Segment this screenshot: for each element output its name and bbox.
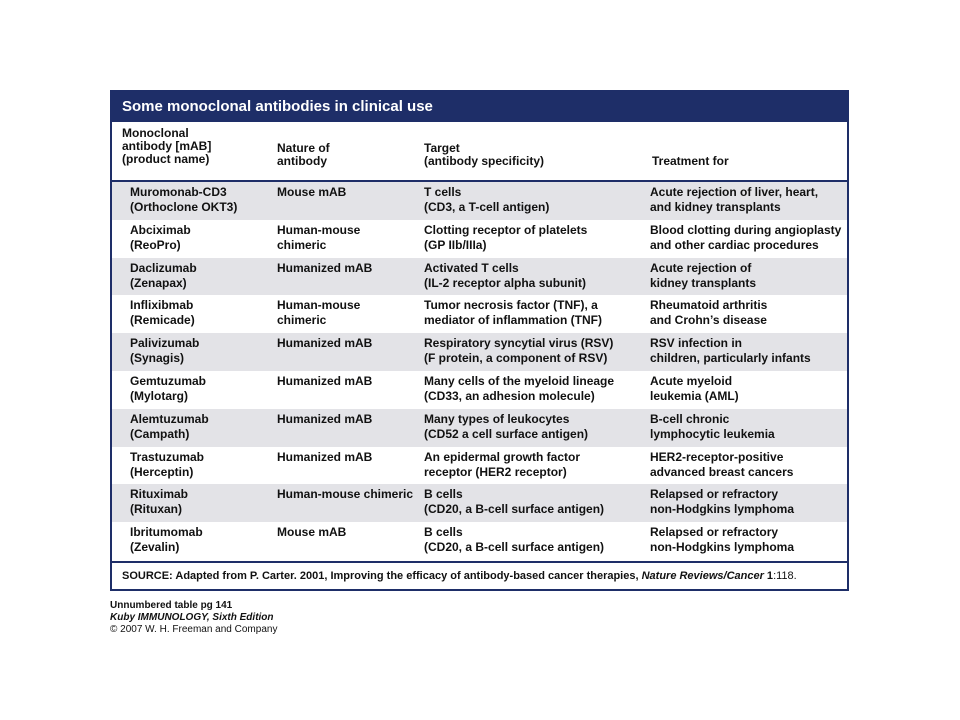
cell-treatment: Rheumatoid arthritis and Crohn’s disease [650, 298, 768, 328]
cell-treatment: RSV infection in children, particularly infants [650, 336, 811, 366]
table-row [112, 295, 847, 333]
table-row [112, 182, 847, 220]
table-header [112, 122, 847, 180]
cell-target: Clotting receptor of platelets (GP IIb/IIIa) [424, 222, 588, 252]
cell-nature: Humanized mAB [277, 373, 373, 388]
antibody-table [110, 90, 849, 591]
table-row [112, 220, 847, 258]
cell-target: Many types of leukocytes (CD52 a cell surface antigen) [424, 411, 589, 441]
cell-antibody: Inflixibmab (Remicade) [130, 298, 195, 328]
table-row [112, 258, 847, 296]
cell-nature: Human-mouse chimeric [277, 487, 414, 502]
cell-nature: Human-mouse chimeric [277, 298, 361, 328]
cell-antibody: Rituximab (Rituxan) [130, 487, 189, 517]
cell-treatment: Acute rejection of kidney transplants [650, 260, 757, 290]
table-row [112, 333, 847, 371]
cell-antibody: Alemtuzumab (Campath) [130, 411, 209, 441]
cell-antibody: Trastuzumab (Herceptin) [130, 449, 205, 479]
cell-antibody: Muromonab-CD3 (Orthoclone OKT3) [130, 185, 238, 214]
cell-treatment: HER2-receptor-positive advanced breast cancers [650, 449, 794, 479]
table-row [112, 484, 847, 522]
cell-antibody: Daclizumab (Zenapax) [130, 260, 197, 290]
cell-antibody: Gemtuzumab (Mylotarg) [130, 373, 207, 403]
cell-nature: Humanized mAB [277, 411, 373, 426]
cell-target: Many cells of the myeloid lineage (CD33, an adhesion molecule) [424, 373, 615, 403]
table-row [112, 522, 847, 560]
table-row [112, 371, 847, 409]
cell-nature: Humanized mAB [277, 336, 373, 351]
header-nature: Nature of antibody [277, 141, 330, 168]
cell-nature: Humanized mAB [277, 449, 373, 464]
cell-treatment: Blood clotting during angioplasty and other cardiac procedures [650, 222, 842, 252]
figure-credits [110, 600, 277, 636]
cell-treatment: Acute rejection of liver, heart, and kidney transplants [650, 185, 819, 214]
cell-target: T cells (CD3, a T-cell antigen) [424, 185, 550, 214]
cell-nature: Humanized mAB [277, 260, 373, 275]
header-antibody: Monoclonal antibody [mAB] (product name) [122, 126, 212, 166]
cell-treatment: B-cell chronic lymphocytic leukemia [650, 411, 775, 441]
cell-nature: Mouse mAB [277, 185, 347, 199]
cell-antibody: Abciximab (ReoPro) [130, 222, 191, 252]
cell-target: Tumor necrosis factor (TNF), a mediator of inflammation (TNF) [424, 298, 602, 328]
cell-treatment: Relapsed or refractory non-Hodgkins lymphoma [650, 525, 794, 555]
cell-nature: Mouse mAB [277, 525, 347, 540]
credit-copyright: © 2007 W. H. Freeman and Company [110, 624, 278, 635]
cell-target: An epidermal growth factor receptor (HER2 receptor) [424, 449, 581, 479]
header-target: Target (antibody specificity) [424, 141, 545, 168]
table-row [112, 409, 847, 447]
header-treatment: Treatment for [652, 154, 729, 168]
source-note: SOURCE: Adapted from P. Carter. 2001, Improving the efficacy of antibody-based cancer therapies, Nature Reviews/Cancer 1:118. [112, 561, 847, 589]
table-title: Some monoclonal antibodies in clinical use [112, 92, 847, 122]
cell-target: B cells (CD20, a B-cell surface antigen) [424, 525, 605, 555]
cell-antibody: Palivizumab (Synagis) [130, 336, 200, 366]
cell-antibody: Ibritumomab (Zevalin) [130, 525, 203, 555]
credit-book: Kuby IMMUNOLOGY, Sixth Edition [110, 612, 274, 623]
table-row [112, 447, 847, 485]
table-body [112, 182, 847, 560]
cell-nature: Human-mouse chimeric [277, 222, 361, 252]
cell-treatment: Acute myeloid leukemia (AML) [650, 373, 739, 403]
credit-table-ref: Unnumbered table pg 141 [110, 600, 233, 611]
cell-target: B cells (CD20, a B-cell surface antigen) [424, 487, 605, 517]
cell-target: Respiratory syncytial virus (RSV) (F protein, a component of RSV) [424, 336, 614, 366]
cell-treatment: Relapsed or refractory non-Hodgkins lymphoma [650, 487, 794, 517]
cell-target: Activated T cells (IL-2 receptor alpha subunit) [424, 260, 587, 290]
